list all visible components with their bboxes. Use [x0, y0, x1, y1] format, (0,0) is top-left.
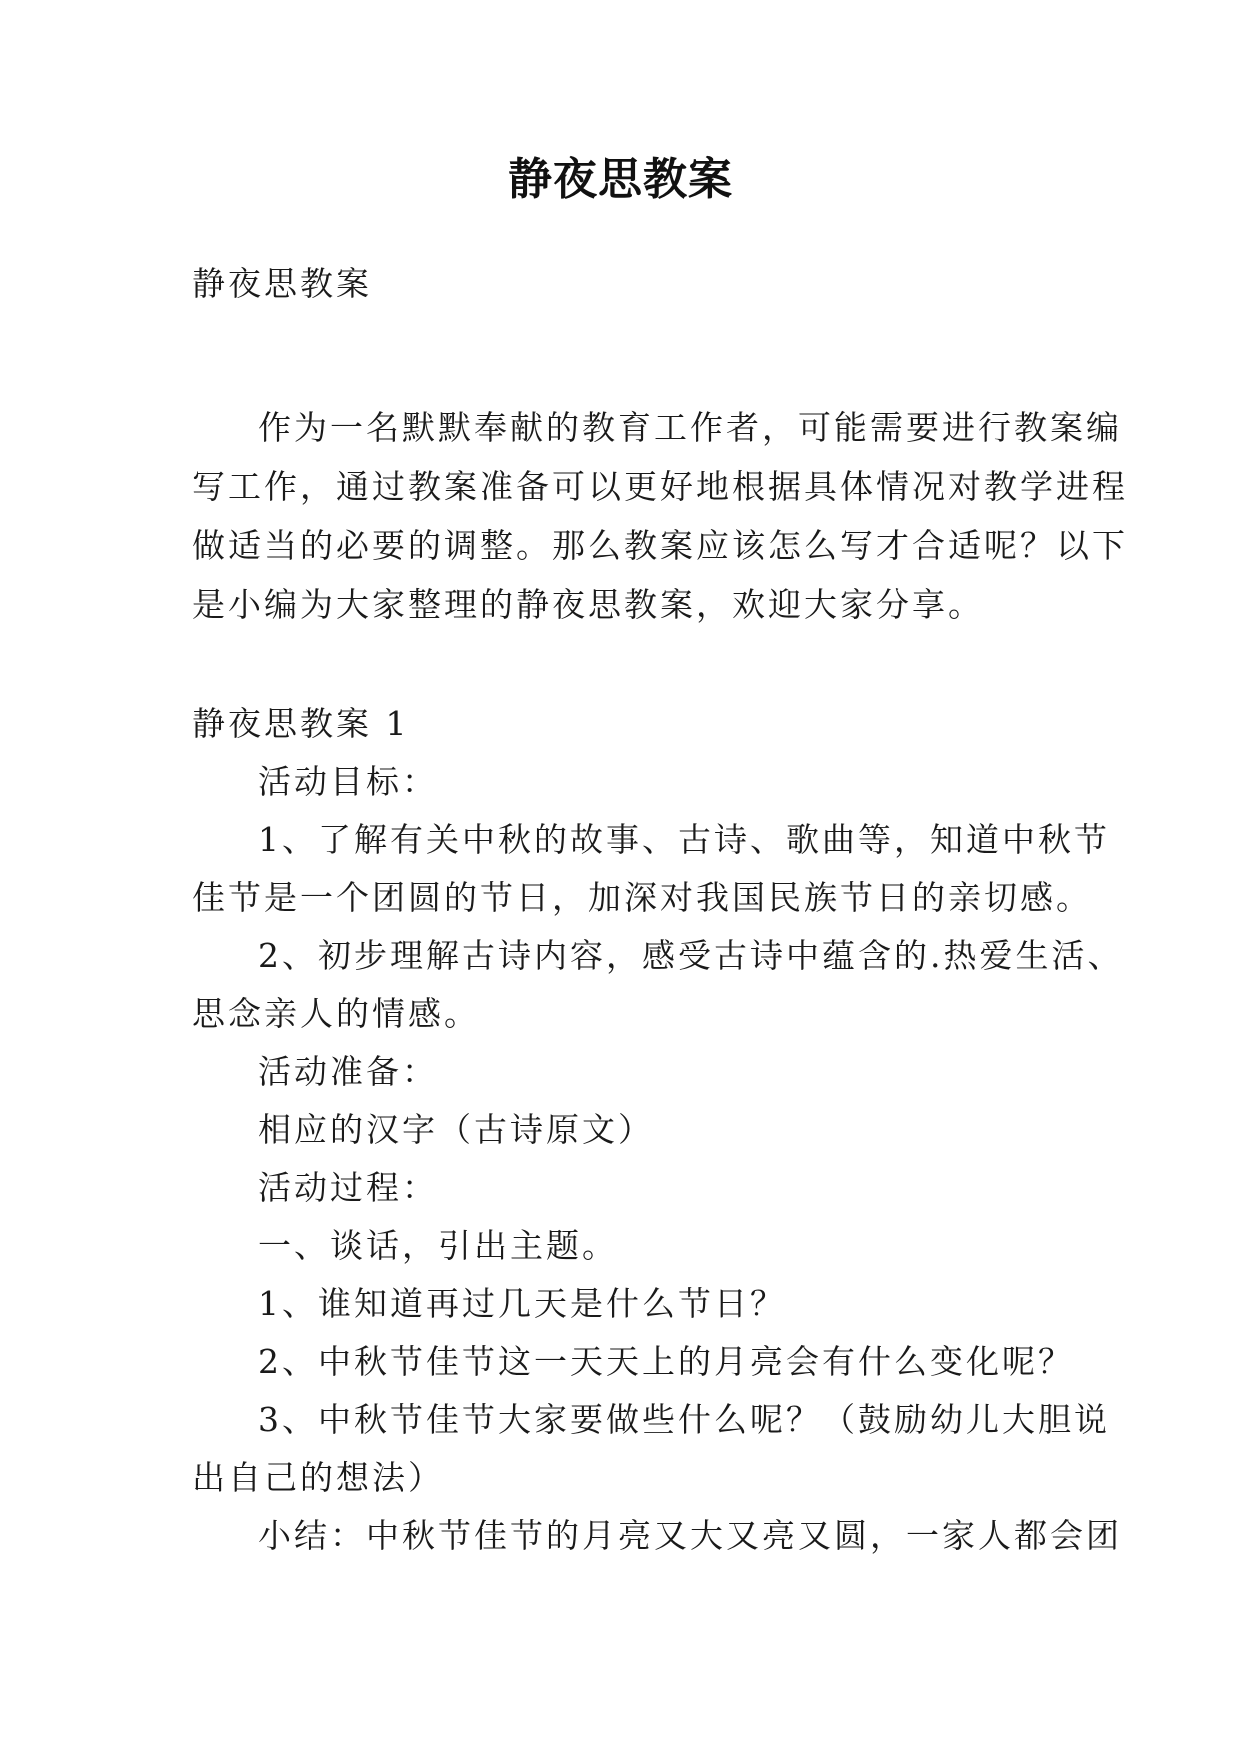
body-line: 1、了解有关中秋的故事、古诗、歌曲等，知道中秋节 — [258, 820, 1110, 859]
body-line: 2、中秋节佳节这一天天上的月亮会有什么变化呢？ — [258, 1342, 1074, 1381]
document-subtitle: 静夜思教案 — [192, 264, 372, 303]
intro-line: 做适当的必要的调整。那么教案应该怎么写才合适呢？以下 — [192, 526, 1128, 565]
body-line: 思念亲人的情感。 — [192, 994, 480, 1033]
intro-line: 是小编为大家整理的静夜思教案，欢迎大家分享。 — [192, 585, 984, 624]
intro-line: 写工作，通过教案准备可以更好地根据具体情况对教学进程 — [192, 467, 1128, 506]
body-line: 2、初步理解古诗内容，感受古诗中蕴含的.热爱生活、 — [258, 936, 1124, 975]
body-line: 活动准备： — [258, 1052, 438, 1091]
body-line: 佳节是一个团圆的节日，加深对我国民族节日的亲切感。 — [192, 878, 1092, 917]
body-line: 小结：中秋节佳节的月亮又大又亮又圆，一家人都会团 — [258, 1516, 1122, 1555]
body-line: 活动过程： — [258, 1168, 438, 1207]
intro-line: 作为一名默默奉献的教育工作者，可能需要进行教案编 — [258, 408, 1122, 447]
body-line: 一、谈话，引出主题。 — [258, 1226, 618, 1265]
body-line: 活动目标： — [258, 762, 438, 801]
body-line: 3、中秋节佳节大家要做些什么呢？（鼓励幼儿大胆说 — [258, 1400, 1110, 1439]
body-line: 相应的汉字（古诗原文） — [258, 1110, 654, 1149]
body-line: 1、谁知道再过几天是什么节日？ — [258, 1284, 786, 1323]
section-heading: 静夜思教案 1 — [192, 704, 410, 743]
body-line: 出自己的想法） — [192, 1458, 444, 1497]
document-title: 静夜思教案 — [508, 154, 733, 205]
